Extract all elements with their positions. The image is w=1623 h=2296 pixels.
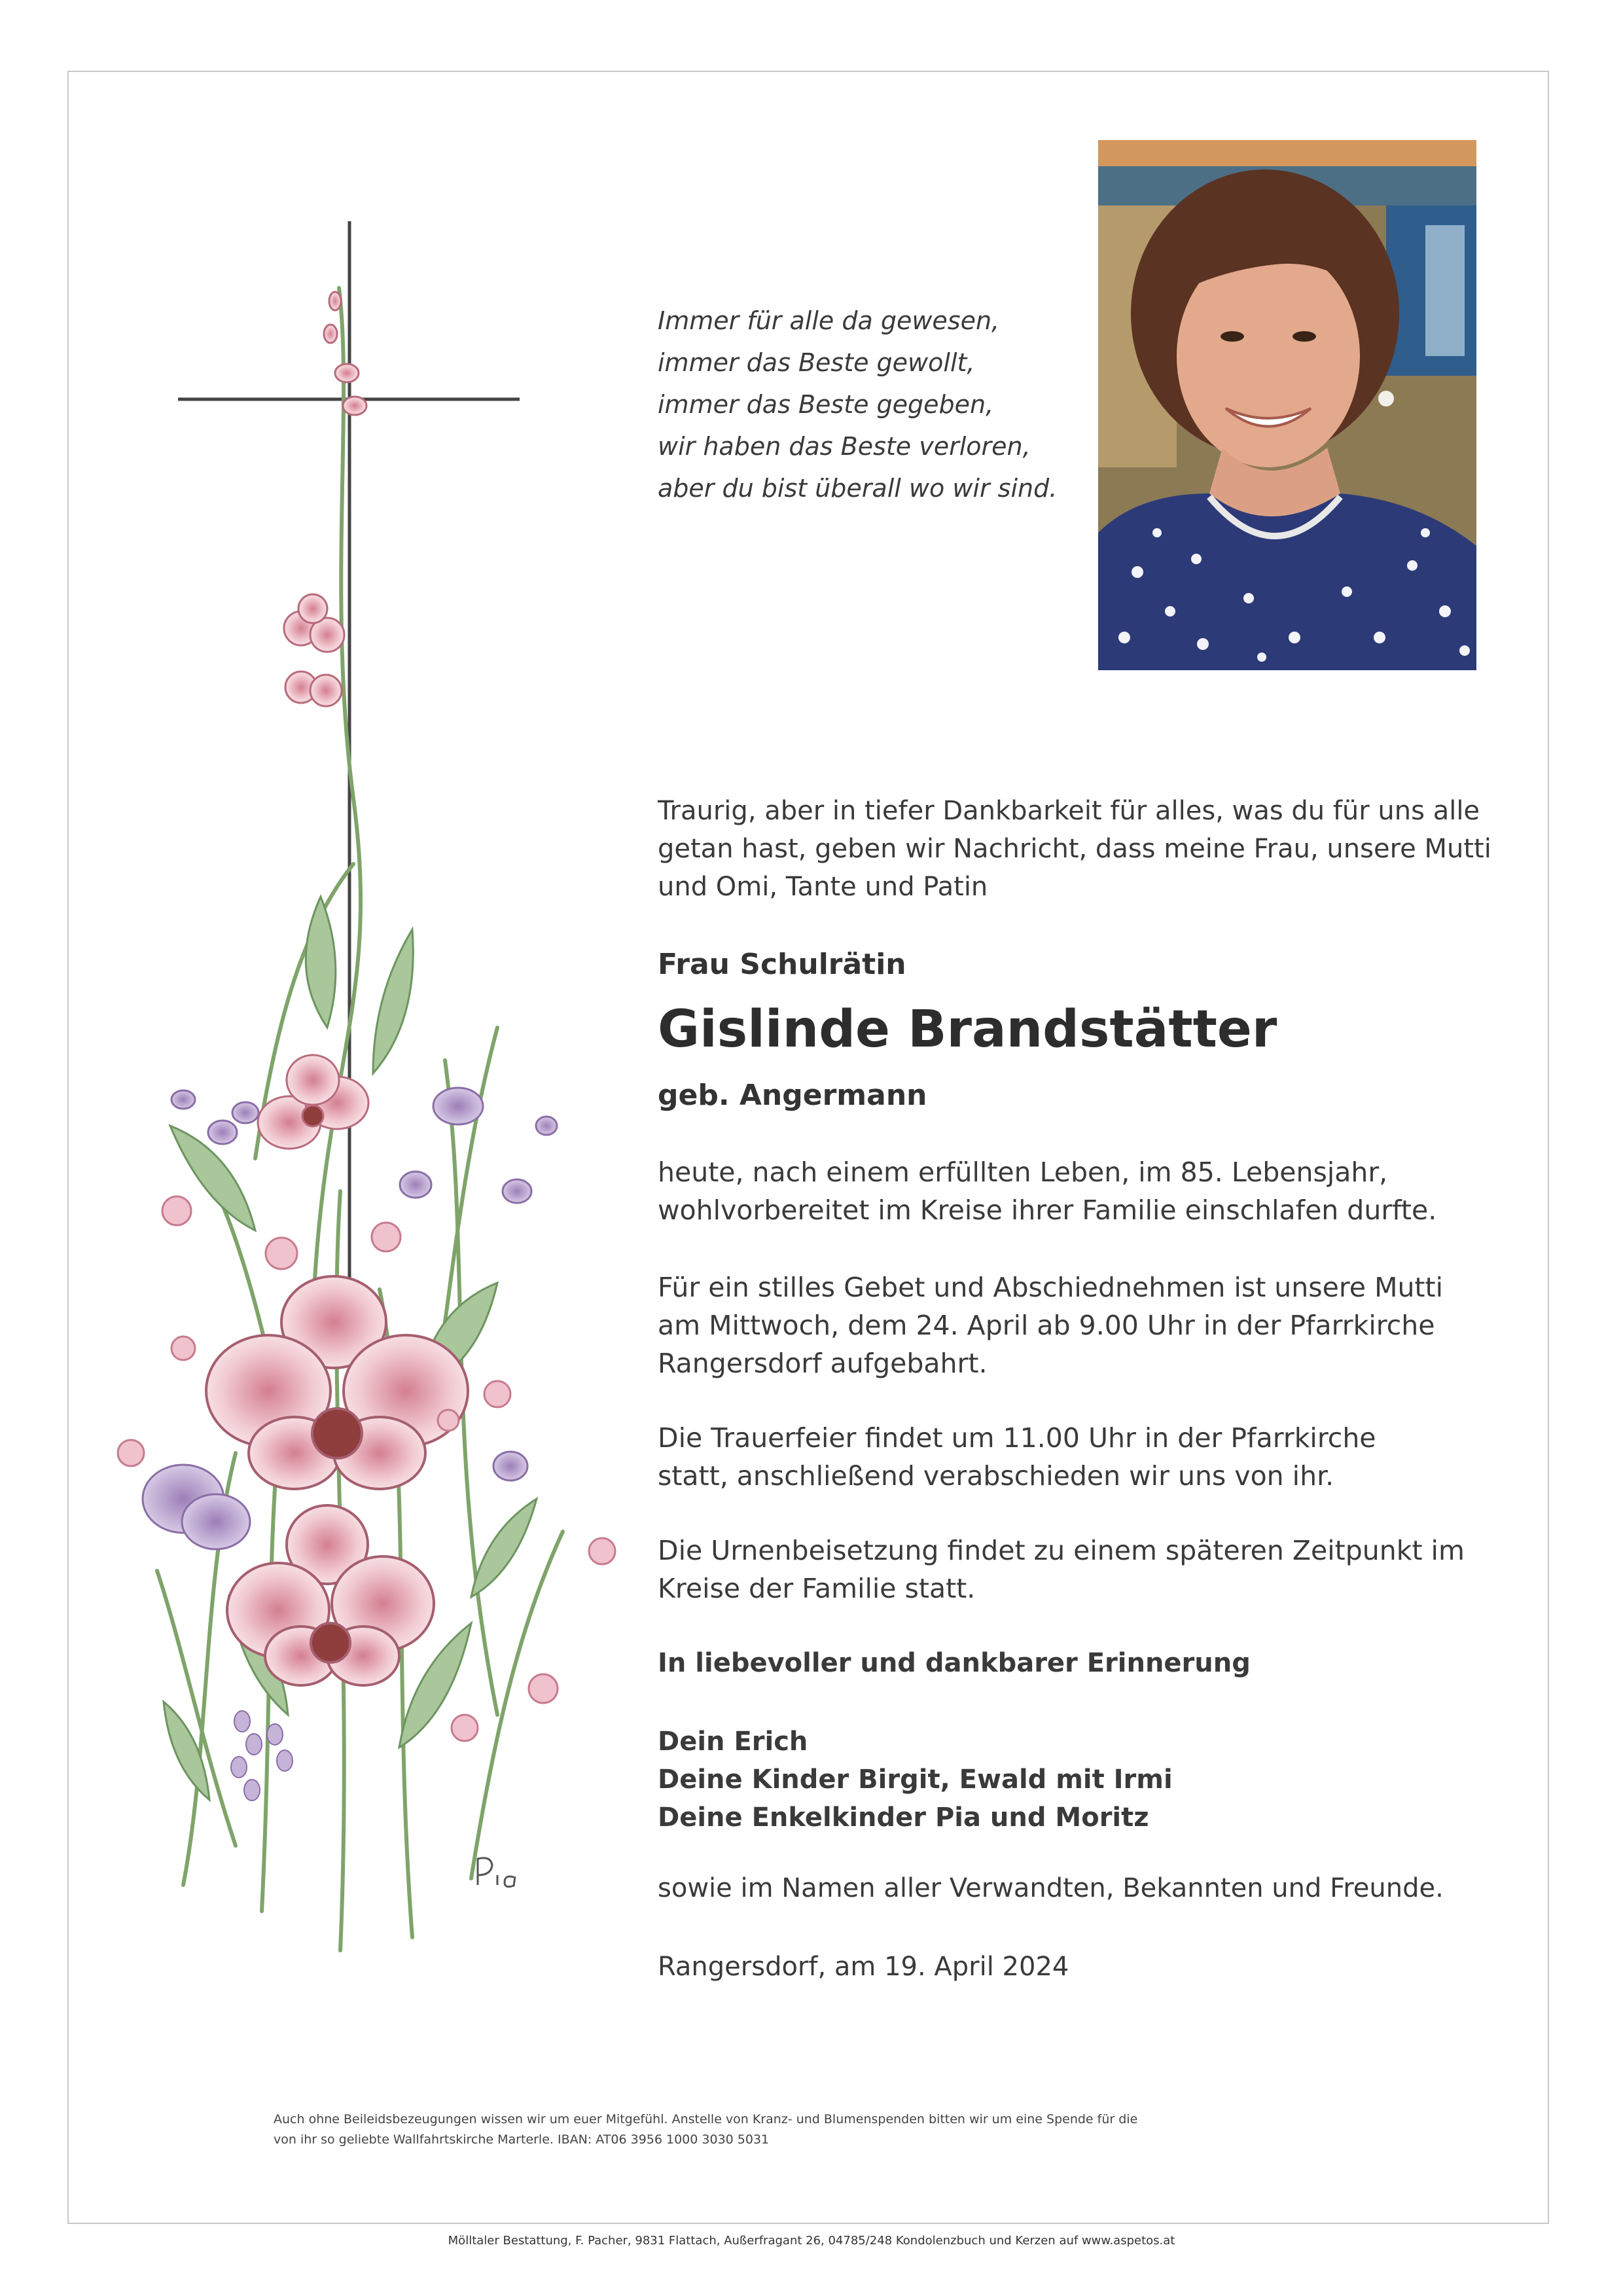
lavender-sprig — [231, 1711, 293, 1801]
poem — [658, 300, 1077, 509]
family-member: Deine Enkelkinder Pia und Moritz — [658, 1803, 1149, 1833]
passing-line: wohlvorbereitet im Kreise ihrer Familie einschlafen durfte. — [658, 1194, 1437, 1226]
footnote-line: von ihr so geliebte Wallfahrtskirche Marterle. IBAN: AT06 3956 1000 3030 5031 — [274, 2132, 770, 2147]
intro-line: getan hast, geben wir Nachricht, dass meine Frau, unsere Mutti — [658, 834, 1491, 864]
small-orchids — [284, 292, 366, 706]
memory-line: In liebevoller und dankbarer Erinnerung — [658, 1648, 1251, 1678]
ceremony-paragraph — [658, 1419, 1508, 1495]
viewing-paragraph — [658, 1268, 1508, 1382]
footnote-line: Auch ohne Beileidsbezeugungen wissen wir um euer Mitgefühl. Anstelle von Kranz- und Blumenspenden bitten wir um eine Spende für die — [274, 2112, 1138, 2126]
donation-footnote — [274, 2109, 1517, 2150]
artist-signature — [478, 1858, 515, 1887]
deceased-birth-name: geb. Angermann — [658, 1079, 927, 1112]
poem-line: immer das Beste gewollt, — [658, 348, 975, 377]
burial-line: Die Urnenbeisetzung findet zu einem späteren Zeitpunkt im — [658, 1535, 1465, 1566]
intro-line: Traurig, aber in tiefer Dankbarkeit für alles, was du für uns alle — [658, 796, 1480, 826]
intro-paragraph — [658, 792, 1508, 906]
floral-cross-illustration — [105, 209, 641, 2003]
deceased-title: Frau Schulrätin — [658, 948, 906, 981]
medium-orchid — [258, 1055, 368, 1149]
closing-line: sowie im Namen aller Verwandten, Bekannten und Freunde. — [658, 1873, 1444, 1903]
passing-paragraph — [658, 1153, 1508, 1229]
family-list — [658, 1723, 1508, 1837]
family-member: Deine Kinder Birgit, Ewald mit Irmi — [658, 1765, 1173, 1795]
place-date: Rangersdorf, am 19. April 2024 — [658, 1952, 1069, 1982]
viewing-line: am Mittwoch, dem 24. April ab 9.00 Uhr in der Pfarrkirche — [658, 1310, 1435, 1341]
viewing-line: Rangersdorf aufgebahrt. — [658, 1348, 988, 1379]
viewing-line: Für ein stilles Gebet und Abschiednehmen ist unsere Mutti — [658, 1272, 1443, 1303]
poem-line: Immer für alle da gewesen, — [658, 306, 1000, 335]
poem-line: immer das Beste gegeben, — [658, 390, 994, 419]
burial-paragraph — [658, 1532, 1508, 1607]
ceremony-line: Die Trauerfeier findet um 11.00 Uhr in der Pfarrkirche — [658, 1422, 1376, 1454]
deceased-name: Gislinde Brandstätter — [658, 1000, 1277, 1059]
portrait-photo — [1098, 140, 1476, 670]
ceremony-line: statt, anschließend verabschieden wir uns von ihr. — [658, 1460, 1334, 1492]
family-member: Dein Erich — [658, 1727, 808, 1757]
passing-line: heute, nach einem erfüllten Leben, im 85. Lebensjahr, — [658, 1157, 1388, 1188]
poem-line: wir haben das Beste verloren, — [658, 432, 1031, 461]
undertaker-info: Mölltaler Bestattung, F. Pacher, 9831 Flattach, Außerfragant 26, 04785/248 Kondolenzbuch und Kerzen auf www.aspetos.at — [448, 2234, 1175, 2248]
intro-line: und Omi, Tante und Patin — [658, 872, 988, 902]
burial-line: Kreise der Familie statt. — [658, 1573, 976, 1604]
poem-line: aber du bist überall wo wir sind. — [658, 474, 1058, 503]
